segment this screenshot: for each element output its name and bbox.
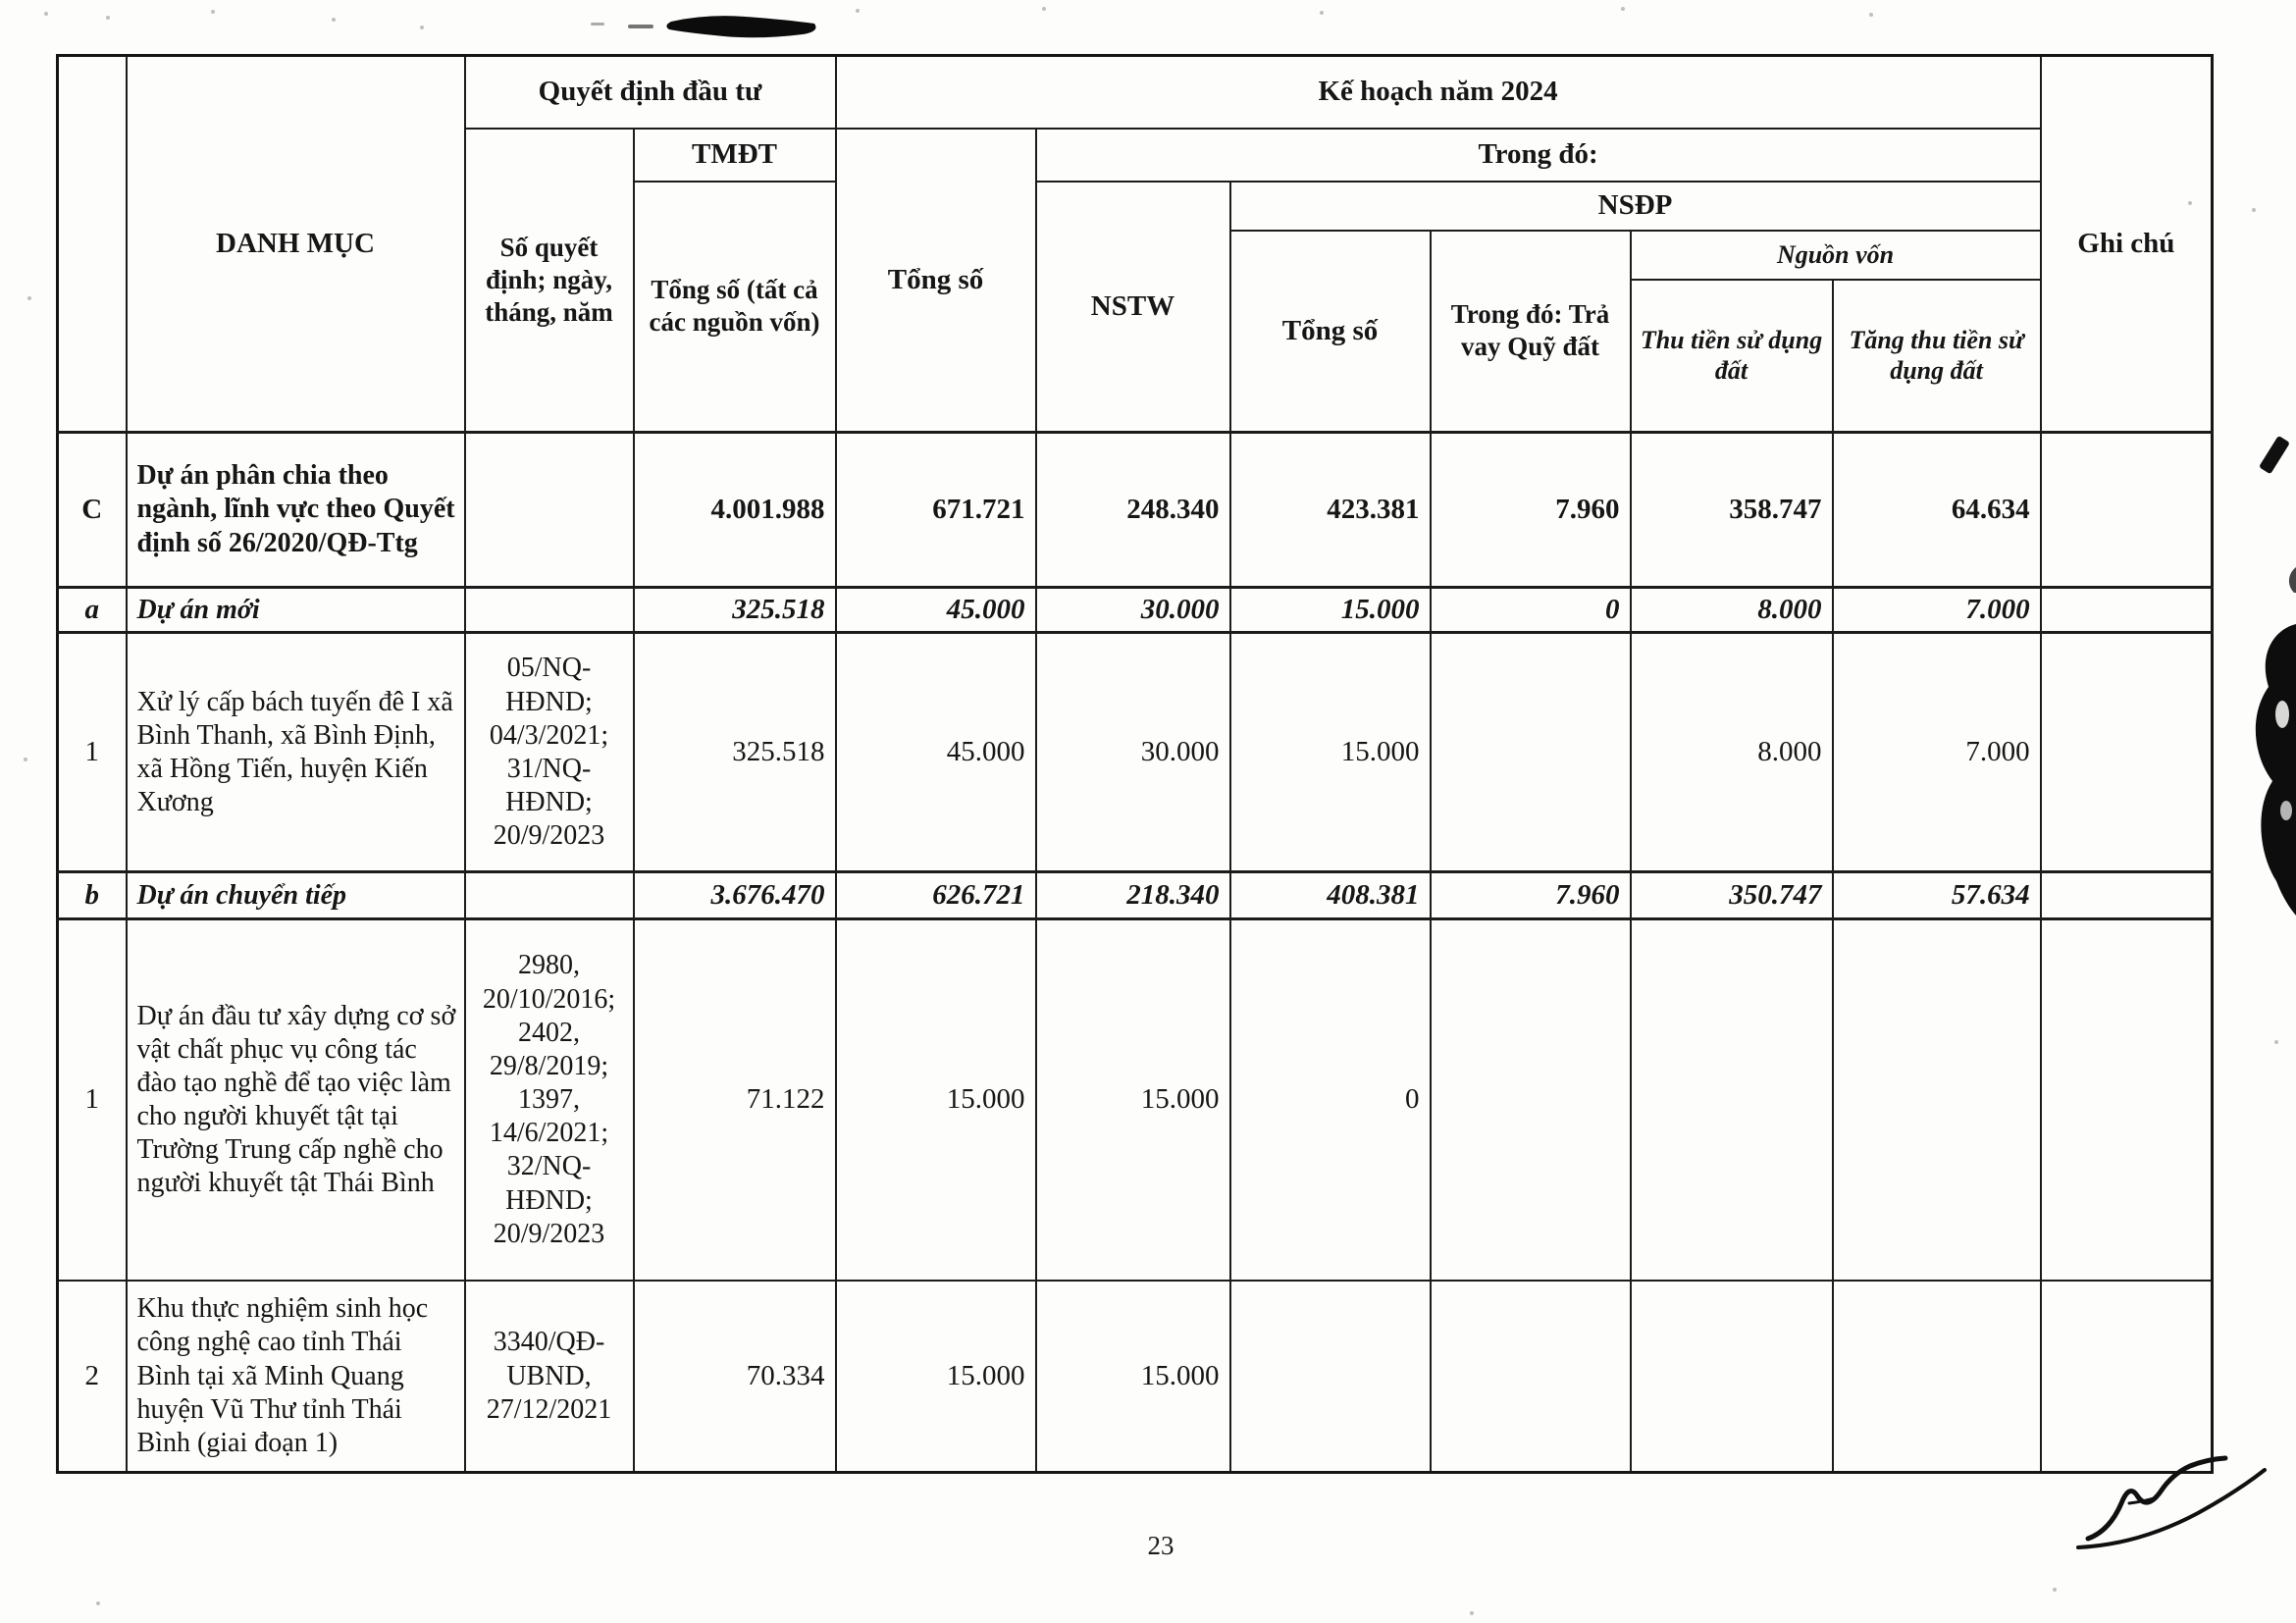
land-fee-value: [1631, 919, 1833, 1281]
project-name: Dự án mới: [127, 588, 465, 633]
budget-plan-table: [56, 54, 2214, 1474]
nstw-value: 15.000: [1036, 919, 1230, 1281]
nstw-value: 30.000: [1036, 588, 1230, 633]
project-name: Dự án đầu tư xây dựng cơ sở vật chất phục vụ công tác đào tạo nghề để tạo việc làm cho người khuyết tật tại Trường Trung cấp nghề cho người khuyết tật Thái Bình: [127, 919, 465, 1281]
scan-noise-dot: [2053, 1588, 2057, 1592]
ink-stamp-fragment: [2225, 420, 2296, 930]
decision-number: [465, 872, 634, 919]
scan-noise-dot: [1320, 11, 1324, 15]
project-name: Dự án phân chia theo ngành, lĩnh vực theo Quyết định số 26/2020/QĐ-Ttg: [127, 433, 465, 588]
table-row-project-b2: [58, 1281, 2213, 1473]
col-nstw-header: NSTW: [1036, 182, 1230, 433]
table-row-project-b1: [58, 919, 2213, 1281]
group-capital-source: Nguồn vốn: [1631, 231, 2041, 280]
note-cell: [2041, 633, 2213, 872]
loan-repay-value: [1431, 919, 1631, 1281]
note-cell: [2041, 919, 2213, 1281]
scan-noise-dot: [24, 758, 27, 761]
table-row-section-a: [58, 588, 2213, 633]
col-loan-repay-header: Trong đó: Trả vay Quỹ đất: [1431, 231, 1631, 433]
note-cell: [2041, 1281, 2213, 1473]
land-fee-value: 350.747: [1631, 872, 1833, 919]
land-fee-value: 358.747: [1631, 433, 1833, 588]
nsdp-total-value: 15.000: [1230, 633, 1431, 872]
land-fee-value: 8.000: [1631, 588, 1833, 633]
group-plan-2024: Kế hoạch năm 2024: [836, 56, 2041, 129]
scan-noise-dot: [856, 9, 860, 13]
land-fee-increase-value: 7.000: [1833, 588, 2041, 633]
tmdt-value: 71.122: [634, 919, 836, 1281]
col-notes-header: Ghi chú: [2041, 56, 2213, 433]
scan-noise-dot: [2274, 1040, 2278, 1044]
row-index: 1: [58, 633, 127, 872]
nstw-value: 218.340: [1036, 872, 1230, 919]
project-name: Xử lý cấp bách tuyến đê I xã Bình Thanh, xã Bình Định, xã Hồng Tiến, huyện Kiến Xương: [127, 633, 465, 872]
project-name: Dự án chuyển tiếp: [127, 872, 465, 919]
row-index: a: [58, 588, 127, 633]
group-investment-decision: Quyết định đầu tư: [465, 56, 836, 129]
col-decision-number-header: Số quyết định; ngày, tháng, năm: [465, 129, 634, 433]
scan-noise-dot: [2188, 201, 2192, 205]
note-cell: [2041, 872, 2213, 919]
nsdp-total-value: 423.381: [1230, 433, 1431, 588]
land-fee-increase-value: [1833, 919, 2041, 1281]
scan-noise-dot: [106, 16, 110, 20]
group-nsdp: NSĐP: [1230, 182, 2041, 231]
page-number: 23: [1147, 1531, 1174, 1560]
decision-number: 2980, 20/10/2016; 2402, 29/8/2019; 1397, 14/6/2021; 32/NQ-HĐND; 20/9/2023: [465, 919, 634, 1281]
row-index: b: [58, 872, 127, 919]
col-land-fee-header: Thu tiền sử dụng đất: [1631, 280, 1833, 433]
scan-noise-dot: [1621, 7, 1625, 11]
col-plan-total-header: Tổng số: [836, 129, 1036, 433]
header-row-1: [58, 56, 2213, 129]
note-cell: [2041, 588, 2213, 633]
scan-noise-dot: [1869, 13, 1873, 17]
scan-noise-dot: [420, 26, 424, 29]
table-row-section-c: [58, 433, 2213, 588]
land-fee-increase-value: 7.000: [1833, 633, 2041, 872]
decision-number: [465, 588, 634, 633]
table-row-section-b: [58, 872, 2213, 919]
nsdp-total-value: 15.000: [1230, 588, 1431, 633]
plan-total-value: 45.000: [836, 633, 1036, 872]
plan-total-value: 45.000: [836, 588, 1036, 633]
loan-repay-value: [1431, 633, 1631, 872]
loan-repay-value: 0: [1431, 588, 1631, 633]
col-land-fee-increase-header: Tăng thu tiền sử dụng đất: [1833, 280, 2041, 433]
scan-smudge: [589, 8, 824, 51]
nstw-value: 30.000: [1036, 633, 1230, 872]
plan-total-value: 15.000: [836, 1281, 1036, 1473]
signature: [2070, 1452, 2286, 1560]
loan-repay-value: [1431, 1281, 1631, 1473]
tmdt-value: 325.518: [634, 633, 836, 872]
plan-total-value: 626.721: [836, 872, 1036, 919]
decision-number: 05/NQ-HĐND; 04/3/2021; 31/NQ-HĐND; 20/9/2023: [465, 633, 634, 872]
col-nsdp-total-header: Tổng số: [1230, 231, 1431, 433]
plan-total-value: 15.000: [836, 919, 1036, 1281]
plan-total-value: 671.721: [836, 433, 1036, 588]
land-fee-increase-value: 64.634: [1833, 433, 2041, 588]
scan-noise-dot: [332, 18, 336, 22]
scan-noise-dot: [44, 12, 48, 16]
tmdt-value: 3.676.470: [634, 872, 836, 919]
land-fee-value: [1631, 1281, 1833, 1473]
col-index-header: [58, 56, 127, 433]
land-fee-value: 8.000: [1631, 633, 1833, 872]
note-cell: [2041, 433, 2213, 588]
scan-noise-dot: [27, 296, 31, 300]
loan-repay-value: 7.960: [1431, 433, 1631, 588]
tmdt-value: 4.001.988: [634, 433, 836, 588]
nsdp-total-value: [1230, 1281, 1431, 1473]
scan-noise-dot: [1470, 1611, 1474, 1615]
col-category-header: DANH MỤC: [127, 56, 465, 433]
nstw-value: 15.000: [1036, 1281, 1230, 1473]
scan-noise-dot: [1042, 7, 1046, 11]
group-of-which: Trong đó:: [1036, 129, 2041, 182]
row-index: 1: [58, 919, 127, 1281]
nsdp-total-value: 408.381: [1230, 872, 1431, 919]
land-fee-increase-value: 57.634: [1833, 872, 2041, 919]
col-tmdt-header: TMĐT: [634, 129, 836, 182]
row-index: C: [58, 433, 127, 588]
decision-number: 3340/QĐ-UBND, 27/12/2021: [465, 1281, 634, 1473]
scan-noise-dot: [211, 10, 215, 14]
nsdp-total-value: 0: [1230, 919, 1431, 1281]
tmdt-value: 70.334: [634, 1281, 836, 1473]
project-name: Khu thực nghiệm sinh học công nghệ cao tỉnh Thái Bình tại xã Minh Quang huyện Vũ Thư tỉnh Thái Bình (giai đoạn 1): [127, 1281, 465, 1473]
nstw-value: 248.340: [1036, 433, 1230, 588]
row-index: 2: [58, 1281, 127, 1473]
scan-noise-dot: [96, 1601, 100, 1605]
col-tmdt-total-header: Tổng số (tất cả các nguồn vốn): [634, 182, 836, 433]
tmdt-value: 325.518: [634, 588, 836, 633]
scan-noise-dot: [2252, 208, 2256, 212]
land-fee-increase-value: [1833, 1281, 2041, 1473]
decision-number: [465, 433, 634, 588]
table-row-project-a1: [58, 633, 2213, 872]
loan-repay-value: 7.960: [1431, 872, 1631, 919]
